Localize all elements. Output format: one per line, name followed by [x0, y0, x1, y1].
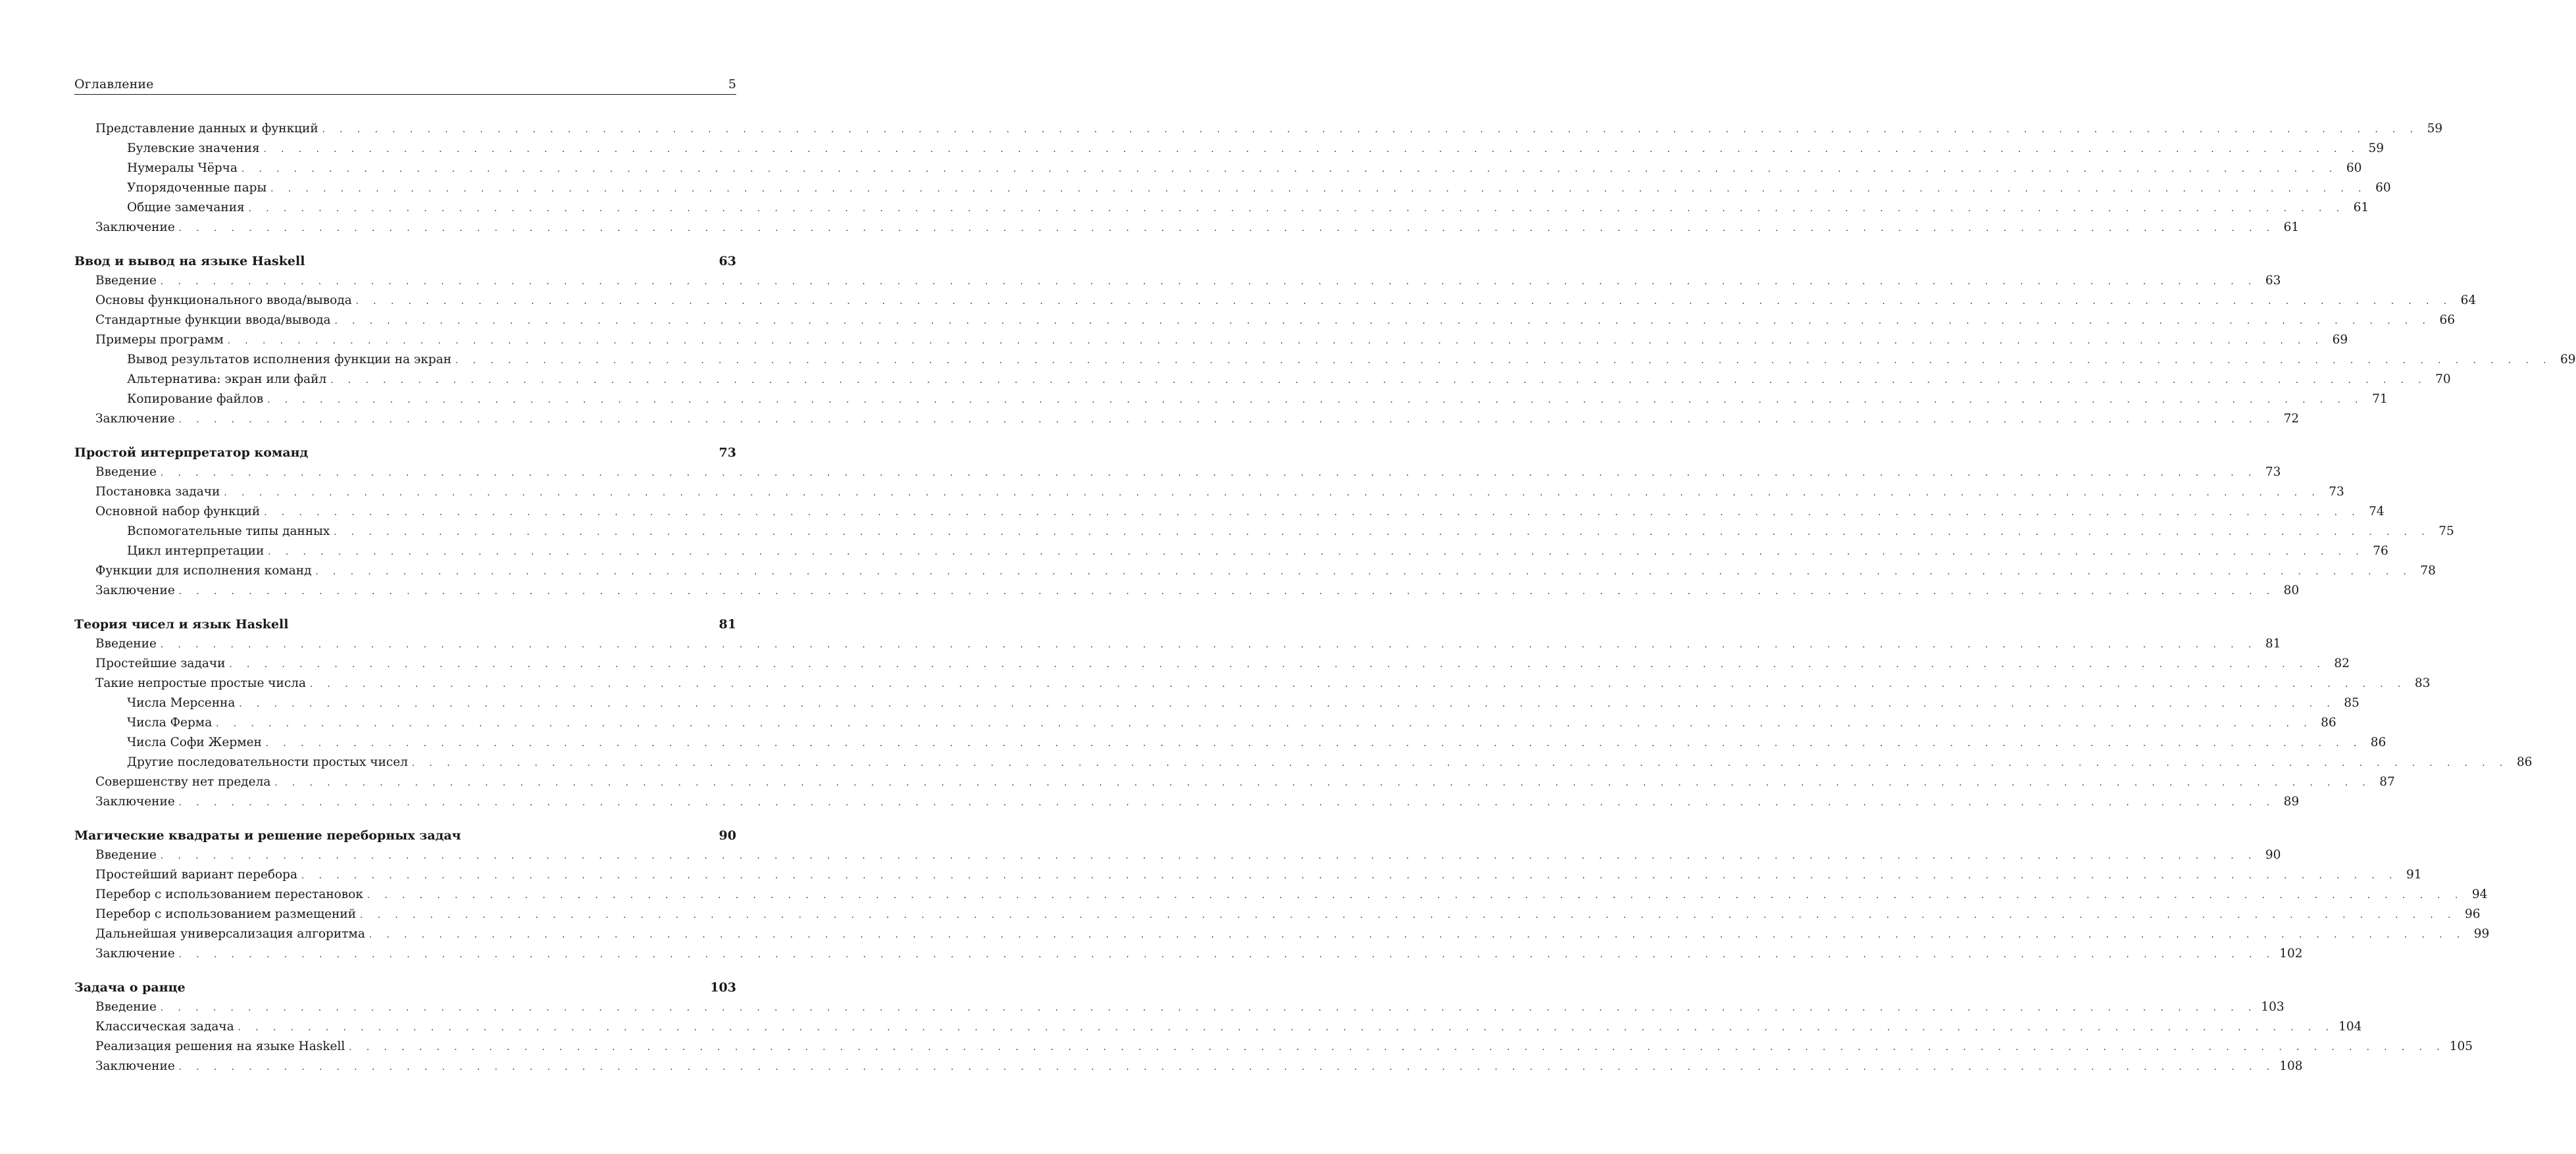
toc-chapter-title: Ввод и вывод на языке Haskell [74, 254, 305, 268]
toc-entry-title: Нумералы Чёрча [127, 161, 238, 175]
toc-entry-title: Введение [95, 637, 157, 651]
toc-entry-page-number: 104 [2338, 1020, 2362, 1034]
toc-entry-page-number: 91 [2406, 868, 2422, 882]
toc-entry-page-number: 80 [2283, 584, 2300, 597]
dot-leader: . . . . . . . . . . . . . . . . . . . . . . . . . . . . . . . . . . . . . . . . . . . . . . . . . . . . . . . . . . . . . . . . . . . . . . . . . . . . . . . . . . . . . . . . . . . . . . . . . . . . . . . . . . . . . . . . . . . . . . . . [178, 224, 2276, 234]
toc-section-entry[interactable] [74, 792, 2300, 812]
toc-entry-page-number: 86 [2370, 736, 2387, 749]
toc-entry-page-number: 72 [2283, 412, 2300, 426]
toc-subsection-entry[interactable] [74, 159, 2362, 178]
toc-entry-title: Постановка задачи [95, 485, 220, 499]
toc-entry-title: Заключение [95, 584, 175, 597]
dot-leader: . . . . . . . . . . . . . . . . . . . . . . . . . . . . . . . . . . . . . . . . . . . . . . . . . . . . . . . . . . . . . . . . . . . . . . . . . . . . . . . . . . . . . . . . . . . . . . . . . . . . . . . . . . . . . . . . . . . . . . . . [267, 395, 2364, 405]
toc-section [74, 978, 2473, 1076]
toc-chapter-entry[interactable] [74, 978, 736, 997]
dot-leader: . . . . . . . . . . . . . . . . . . . . . . . . . . . . . . . . . . . . . . . . . . . . . . . . . . . . . . . . . . . . . . . . . . . . . . . . . . . . . . . . . . . . . . . . . . . . . . . . . . . . . . . . . . . . . . . . . . . . . . . . [265, 739, 2363, 749]
toc-section-entry[interactable] [74, 311, 2455, 330]
toc-entry-title: Общие замечания [127, 201, 245, 214]
dot-leader: . . . . . . . . . . . . . . . . . . . . . . . . . . . . . . . . . . . . . . . . . . . . . . . . . . . . . . . . . . . . . . . . . . . . . . . . . . . . . . . . . . . . . . . . . . . . . . . . . . . . . . . . . . . . . . . . . . . . . . . . [366, 891, 2464, 901]
toc-entry-title: Вспомогательные типы данных [127, 524, 330, 538]
toc-entry-title: Заключение [95, 412, 175, 426]
toc-chapter-title: Магические квадраты и решение переборных задач [74, 828, 461, 843]
dot-leader: . . . . . . . . . . . . . . . . . . . . . . . . . . . . . . . . . . . . . . . . . . . . . . . . . . . . . . . . . . . . . . . . . . . . . . . . . . . . . . . . . . . . . . . . . . . . . . . . . . . . . . . . . . . . . . . . . . . . . . . . [160, 468, 2258, 478]
running-header [74, 74, 736, 95]
toc-section [74, 826, 2490, 964]
toc-entry-page-number: 69 [2560, 353, 2576, 366]
toc-entry-title: Введение [95, 1000, 157, 1014]
toc-entry-page-number: 71 [2372, 392, 2388, 406]
toc-entry-page-number: 83 [2414, 676, 2431, 690]
toc-entry-title: Заключение [95, 947, 175, 961]
dot-leader: . . . . . . . . . . . . . . . . . . . . . . . . . . . . . . . . . . . . . . . . . . . . . . . . . . . . . . . . . . . . . . . . . . . . . . . . . . . . . . . . . . . . . . . . . . . . . . . . . . . . . . . . . . . . . . . . . . . . . . . . [310, 680, 2407, 690]
toc-subsection-entry[interactable] [74, 350, 2576, 370]
toc-section-entry[interactable] [74, 1037, 2473, 1057]
toc-section-entry[interactable] [74, 885, 2488, 905]
toc-chapter-entry[interactable] [74, 826, 736, 845]
dot-leader: . . . . . . . . . . . . . . . . . . . . . . . . . . . . . . . . . . . . . . . . . . . . . . . . . . . . . . . . . . . . . . . . . . . . . . . . . . . . . . . . . . . . . . . . . . . . . . . . . . . . . . . . . . . . . . . . . . . . . . . . [160, 851, 2258, 861]
toc-entry-page-number: 69 [2332, 333, 2348, 347]
dot-leader: . . . . . . . . . . . . . . . . . . . . . . . . . . . . . . . . . . . . . . . . . . . . . . . . . . . . . . . . . . . . . . . . . . . . . . . . . . . . . . . . . . . . . . . . . . . . . . . . . . . . . . . . . . . . . . . . . . . . . . . . [349, 1043, 2446, 1053]
dot-leader: . . . . . . . . . . . . . . . . . . . . . . . . . . . . . . . . . . . . . . . . . . . . . . . . . . . . . . . . . . . . . . . . . . . . . . . . . . . . . . . . . . . . . . . . . . . . . . . . . . . . . . . . . . . . . . . . . . . . . . . . [368, 930, 2466, 940]
toc-chapter-entry[interactable] [74, 615, 736, 634]
toc-entry-title: Копирование файлов [127, 392, 264, 406]
toc-entry-page-number: 73 [2265, 465, 2281, 479]
toc-subsection-entry[interactable] [74, 522, 2454, 541]
toc-subsection-entry[interactable] [74, 733, 2387, 753]
dot-leader: . . . . . . . . . . . . . . . . . . . . . . . . . . . . . . . . . . . . . . . . . . . . . . . . . . . . . . . . . . . . . . . . . . . . . . . . . . . . . . . . . . . . . . . . . . . . . . . . . . . . . . . . . . . . . . . . . . . . . . . . [238, 1023, 2335, 1033]
toc-entry-page-number: 96 [2464, 907, 2481, 921]
toc-entry-title: Числа Мерсенна [127, 696, 236, 710]
toc-section-entry[interactable] [74, 865, 2422, 885]
dot-leader: . . . . . . . . . . . . . . . . . . . . . . . . . . . . . . . . . . . . . . . . . . . . . . . . . . . . . . . . . . . . . . . . . . . . . . . . . . . . . . . . . . . . . . . . . . . . . . . . . . . . . . . . . . . . . . . . . . . . . . . . [334, 316, 2431, 326]
dot-leader: . . . . . . . . . . . . . . . . . . . . . . . . . . . . . . . . . . . . . . . . . . . . . . . . . . . . . . . . . . . . . . . . . . . . . . . . . . . . . . . . . . . . . . . . . . . . . . . . . . . . . . . . . . . . . . . . . . . . . . . . [411, 759, 2509, 768]
toc-entry-page-number: 70 [2435, 372, 2451, 386]
toc-section-entry[interactable] [74, 502, 2385, 522]
toc-section-entry[interactable] [74, 482, 2344, 502]
toc-entry-page-number: 108 [2279, 1059, 2303, 1073]
toc-chapter-entry[interactable] [74, 443, 736, 463]
toc-entry-page-number: 86 [2321, 716, 2336, 730]
toc-entry-title: Заключение [95, 795, 175, 809]
dot-leader: . . . . . . . . . . . . . . . . . . . . . . . . . . . . . . . . . . . . . . . . . . . . . . . . . . . . . . . . . . . . . . . . . . . . . . . . . . . . . . . . . . . . . . . . . . . . . . . . . . . . . . . . . . . . . . . . . . . . . . . . [248, 204, 2346, 214]
toc-entry-title: Булевские значения [127, 141, 260, 155]
toc-section-entry[interactable] [74, 119, 2443, 139]
dot-leader: . . . . . . . . . . . . . . . . . . . . . . . . . . . . . . . . . . . . . . . . . . . . . . . . . . . . . . . . . . . . . . . . . . . . . . . . . . . . . . . . . . . . . . . . . . . . . . . . . . . . . . . . . . . . . . . . . . . . . . . . [178, 950, 2276, 960]
running-header-page-number: 5 [728, 77, 736, 91]
toc-section-entry[interactable] [74, 218, 2300, 238]
toc-entry-page-number: 59 [2368, 141, 2385, 155]
toc-entry-page-number: 60 [2346, 161, 2362, 175]
toc-entry-title: Простейшие задачи [95, 657, 226, 670]
toc-section-entry[interactable] [74, 905, 2481, 924]
toc-entry-page-number: 66 [2439, 313, 2455, 327]
toc-entry-title: Реализация решения на языке Haskell [95, 1040, 345, 1053]
toc-subsection-entry[interactable] [74, 178, 2391, 198]
dot-leader: . . . . . . . . . . . . . . . . . . . . . . . . . . . . . . . . . . . . . . . . . . . . . . . . . . . . . . . . . . . . . . . . . . . . . . . . . . . . . . . . . . . . . . . . . . . . . . . . . . . . . . . . . . . . . . . . . . . . . . . . [455, 356, 2552, 366]
toc-entry-title: Перебор с использованием перестановок [95, 888, 363, 901]
toc-chapter-title: Простой интерпретатор команд [74, 445, 309, 460]
dot-leader: . . . . . . . . . . . . . . . . . . . . . . . . . . . . . . . . . . . . . . . . . . . . . . . . . . . . . . . . . . . . . . . . . . . . . . . . . . . . . . . . . . . . . . . . . . . . . . . . . . . . . . . . . . . . . . . . . . . . . . . . [160, 1003, 2258, 1013]
toc-entry-page-number: 61 [2353, 201, 2369, 214]
toc-entry-page-number: 102 [2279, 947, 2303, 961]
toc-chapter-page-number: 103 [710, 980, 736, 995]
toc-section-entry[interactable] [74, 674, 2431, 693]
dot-leader: . . . . . . . . . . . . . . . . . . . . . . . . . . . . . . . . . . . . . . . . . . . . . . . . . . . . . . . . . . . . . . . . . . . . . . . . . . . . . . . . . . . . . . . . . . . . . . . . . . . . . . . . . . . . . . . . . . . . . . . . [330, 376, 2427, 386]
toc-subsection-entry[interactable] [74, 198, 2369, 218]
toc-section-entry[interactable] [74, 463, 2281, 482]
dot-leader: . . . . . . . . . . . . . . . . . . . . . . . . . . . . . . . . . . . . . . . . . . . . . . . . . . . . . . . . . . . . . . . . . . . . . . . . . . . . . . . . . . . . . . . . . . . . . . . . . . . . . . . . . . . . . . . . . . . . . . . . [263, 145, 2361, 155]
dot-leader: . . . . . . . . . . . . . . . . . . . . . . . . . . . . . . . . . . . . . . . . . . . . . . . . . . . . . . . . . . . . . . . . . . . . . . . . . . . . . . . . . . . . . . . . . . . . . . . . . . . . . . . . . . . . . . . . . . . . . . . . [334, 528, 2431, 538]
toc-entry-page-number: 99 [2473, 927, 2490, 941]
document-page [74, 0, 2576, 1154]
toc-entry-title: Перебор с использованием размещений [95, 907, 357, 921]
toc-entry-title: Введение [95, 848, 157, 862]
toc-section-entry[interactable] [74, 561, 2436, 581]
toc-entry-page-number: 76 [2373, 544, 2388, 558]
toc-entry-title: Числа Ферма [127, 716, 213, 730]
toc-section [74, 443, 2454, 601]
toc-entry-page-number: 86 [2516, 755, 2533, 769]
toc-entry-title: Введение [95, 465, 157, 479]
toc-entry-page-number: 64 [2460, 293, 2477, 307]
toc-section-entry[interactable] [74, 944, 2303, 964]
toc-section-entry[interactable] [74, 581, 2300, 601]
dot-leader: . . . . . . . . . . . . . . . . . . . . . . . . . . . . . . . . . . . . . . . . . . . . . . . . . . . . . . . . . . . . . . . . . . . . . . . . . . . . . . . . . . . . . . . . . . . . . . . . . . . . . . . . . . . . . . . . . . . . . . . . [178, 798, 2276, 808]
dot-leader: . . . . . . . . . . . . . . . . . . . . . . . . . . . . . . . . . . . . . . . . . . . . . . . . . . . . . . . . . . . . . . . . . . . . . . . . . . . . . . . . . . . . . . . . . . . . . . . . . . . . . . . . . . . . . . . . . . . . . . . . [178, 1063, 2276, 1072]
dot-leader: . . . . . . . . . . . . . . . . . . . . . . . . . . . . . . . . . . . . . . . . . . . . . . . . . . . . . . . . . . . . . . . . . . . . . . . . . . . . . . . . . . . . . . . . . . . . . . . . . . . . . . . . . . . . . . . . . . . . . . . . [239, 699, 2336, 709]
toc-entry-page-number: 73 [2329, 485, 2344, 499]
toc-entry-title: Основы функционального ввода/вывода [95, 293, 352, 307]
toc-entry-title: Стандартные функции ввода/вывода [95, 313, 331, 327]
toc-subsection-entry[interactable] [74, 753, 2533, 772]
toc-entry-title: Основной набор функций [95, 505, 261, 518]
toc-section-entry[interactable] [74, 772, 2395, 792]
dot-leader: . . . . . . . . . . . . . . . . . . . . . . . . . . . . . . . . . . . . . . . . . . . . . . . . . . . . . . . . . . . . . . . . . . . . . . . . . . . . . . . . . . . . . . . . . . . . . . . . . . . . . . . . . . . . . . . . . . . . . . . . [264, 508, 2361, 518]
toc-section-entry[interactable] [74, 1017, 2362, 1037]
toc-entry-page-number: 89 [2283, 795, 2300, 809]
toc-entry-page-number: 74 [2369, 505, 2385, 518]
toc-chapter-title: Задача о ранце [74, 980, 186, 995]
toc-entry-title: Примеры программ [95, 333, 224, 347]
dot-leader: . . . . . . . . . . . . . . . . . . . . . . . . . . . . . . . . . . . . . . . . . . . . . . . . . . . . . . . . . . . . . . . . . . . . . . . . . . . . . . . . . . . . . . . . . . . . . . . . . . . . . . . . . . . . . . . . . . . . . . . . [229, 660, 2326, 670]
dot-leader: . . . . . . . . . . . . . . . . . . . . . . . . . . . . . . . . . . . . . . . . . . . . . . . . . . . . . . . . . . . . . . . . . . . . . . . . . . . . . . . . . . . . . . . . . . . . . . . . . . . . . . . . . . . . . . . . . . . . . . . . [178, 587, 2276, 597]
toc-subsection-entry[interactable] [74, 389, 2388, 409]
toc-section-entry[interactable] [74, 654, 2350, 674]
toc-entry-title: Введение [95, 274, 157, 288]
toc-entry-page-number: 59 [2427, 122, 2443, 136]
toc-entry-title: Классическая задача [95, 1020, 234, 1034]
toc-subsection-entry[interactable] [74, 370, 2451, 389]
toc-entry-title: Цикл интерпретации [127, 544, 265, 558]
toc-chapter-title: Теория чисел и язык Haskell [74, 617, 289, 632]
dot-leader: . . . . . . . . . . . . . . . . . . . . . . . . . . . . . . . . . . . . . . . . . . . . . . . . . . . . . . . . . . . . . . . . . . . . . . . . . . . . . . . . . . . . . . . . . . . . . . . . . . . . . . . . . . . . . . . . . . . . . . . . [241, 164, 2338, 174]
dot-leader: . . . . . . . . . . . . . . . . . . . . . . . . . . . . . . . . . . . . . . . . . . . . . . . . . . . . . . . . . . . . . . . . . . . . . . . . . . . . . . . . . . . . . . . . . . . . . . . . . . . . . . . . . . . . . . . . . . . . . . . . [227, 336, 2325, 346]
toc-entry-title: Числа Софи Жермен [127, 736, 262, 749]
toc-section-entry[interactable] [74, 1057, 2303, 1076]
toc-section-entry[interactable] [74, 330, 2348, 350]
dot-leader: . . . . . . . . . . . . . . . . . . . . . . . . . . . . . . . . . . . . . . . . . . . . . . . . . . . . . . . . . . . . . . . . . . . . . . . . . . . . . . . . . . . . . . . . . . . . . . . . . . . . . . . . . . . . . . . . . . . . . . . . [224, 488, 2321, 498]
toc-section [74, 119, 2443, 238]
toc-subsection-entry[interactable] [74, 693, 2360, 713]
toc-entry-title: Альтернатива: экран или файл [127, 372, 327, 386]
toc-section-entry[interactable] [74, 845, 2281, 865]
toc-chapter-page-number: 73 [719, 445, 736, 460]
toc-section [74, 615, 2533, 812]
toc-entry-page-number: 105 [2449, 1040, 2473, 1053]
dot-leader: . . . . . . . . . . . . . . . . . . . . . . . . . . . . . . . . . . . . . . . . . . . . . . . . . . . . . . . . . . . . . . . . . . . . . . . . . . . . . . . . . . . . . . . . . . . . . . . . . . . . . . . . . . . . . . . . . . . . . . . . [355, 297, 2453, 307]
toc-entry-title: Совершенству нет предела [95, 775, 271, 789]
toc-section-entry[interactable] [74, 634, 2281, 654]
toc-entry-title: Заключение [95, 1059, 175, 1073]
toc-entry-page-number: 87 [2379, 775, 2395, 789]
toc-section-entry[interactable] [74, 291, 2477, 311]
toc-section [74, 251, 2576, 429]
toc-entry-title: Такие непростые простые числа [95, 676, 306, 690]
toc-entry-title: Дальнейшая универсализация алгоритма [95, 927, 365, 941]
toc-chapter-entry[interactable] [74, 251, 736, 271]
toc-entry-page-number: 60 [2375, 181, 2391, 195]
toc-entry-title: Упорядоченные пары [127, 181, 267, 195]
table-of-contents [74, 119, 2576, 1076]
toc-entry-page-number: 78 [2420, 564, 2436, 578]
toc-subsection-entry[interactable] [74, 713, 2336, 733]
toc-section-entry[interactable] [74, 997, 2285, 1017]
toc-entry-title: Представление данных и функций [95, 122, 318, 136]
toc-entry-page-number: 75 [2438, 524, 2454, 538]
toc-subsection-entry[interactable] [74, 541, 2388, 561]
toc-section-entry[interactable] [74, 271, 2281, 291]
dot-leader: . . . . . . . . . . . . . . . . . . . . . . . . . . . . . . . . . . . . . . . . . . . . . . . . . . . . . . . . . . . . . . . . . . . . . . . . . . . . . . . . . . . . . . . . . . . . . . . . . . . . . . . . . . . . . . . . . . . . . . . . [268, 547, 2365, 557]
toc-entry-title: Другие последовательности простых чисел [127, 755, 408, 769]
toc-entry-page-number: 61 [2283, 220, 2300, 234]
toc-entry-page-number: 63 [2265, 274, 2281, 288]
dot-leader: . . . . . . . . . . . . . . . . . . . . . . . . . . . . . . . . . . . . . . . . . . . . . . . . . . . . . . . . . . . . . . . . . . . . . . . . . . . . . . . . . . . . . . . . . . . . . . . . . . . . . . . . . . . . . . . . . . . . . . . . [360, 911, 2457, 920]
toc-section-entry[interactable] [74, 924, 2490, 944]
dot-leader: . . . . . . . . . . . . . . . . . . . . . . . . . . . . . . . . . . . . . . . . . . . . . . . . . . . . . . . . . . . . . . . . . . . . . . . . . . . . . . . . . . . . . . . . . . . . . . . . . . . . . . . . . . . . . . . . . . . . . . . . [315, 567, 2412, 577]
toc-chapter-page-number: 81 [719, 617, 736, 632]
dot-leader: . . . . . . . . . . . . . . . . . . . . . . . . . . . . . . . . . . . . . . . . . . . . . . . . . . . . . . . . . . . . . . . . . . . . . . . . . . . . . . . . . . . . . . . . . . . . . . . . . . . . . . . . . . . . . . . . . . . . . . . . [160, 640, 2258, 650]
toc-entry-page-number: 103 [2261, 1000, 2285, 1014]
dot-leader: . . . . . . . . . . . . . . . . . . . . . . . . . . . . . . . . . . . . . . . . . . . . . . . . . . . . . . . . . . . . . . . . . . . . . . . . . . . . . . . . . . . . . . . . . . . . . . . . . . . . . . . . . . . . . . . . . . . . . . . . [160, 277, 2258, 287]
dot-leader: . . . . . . . . . . . . . . . . . . . . . . . . . . . . . . . . . . . . . . . . . . . . . . . . . . . . . . . . . . . . . . . . . . . . . . . . . . . . . . . . . . . . . . . . . . . . . . . . . . . . . . . . . . . . . . . . . . . . . . . . [216, 719, 2313, 729]
toc-entry-title: Функции для исполнения команд [95, 564, 312, 578]
dot-leader: . . . . . . . . . . . . . . . . . . . . . . . . . . . . . . . . . . . . . . . . . . . . . . . . . . . . . . . . . . . . . . . . . . . . . . . . . . . . . . . . . . . . . . . . . . . . . . . . . . . . . . . . . . . . . . . . . . . . . . . . [322, 125, 2419, 135]
toc-subsection-entry[interactable] [74, 139, 2385, 159]
toc-entry-page-number: 82 [2334, 657, 2350, 670]
toc-entry-title: Простейший вариант перебора [95, 868, 298, 882]
running-header-title: Оглавление [74, 77, 154, 91]
dot-leader: . . . . . . . . . . . . . . . . . . . . . . . . . . . . . . . . . . . . . . . . . . . . . . . . . . . . . . . . . . . . . . . . . . . . . . . . . . . . . . . . . . . . . . . . . . . . . . . . . . . . . . . . . . . . . . . . . . . . . . . . [301, 871, 2398, 881]
toc-chapter-page-number: 63 [719, 254, 736, 268]
toc-entry-page-number: 85 [2344, 696, 2360, 710]
toc-chapter-page-number: 90 [719, 828, 736, 843]
dot-leader: . . . . . . . . . . . . . . . . . . . . . . . . . . . . . . . . . . . . . . . . . . . . . . . . . . . . . . . . . . . . . . . . . . . . . . . . . . . . . . . . . . . . . . . . . . . . . . . . . . . . . . . . . . . . . . . . . . . . . . . . [270, 184, 2367, 194]
toc-entry-title: Вывод результатов исполнения функции на экран [127, 353, 452, 366]
dot-leader: . . . . . . . . . . . . . . . . . . . . . . . . . . . . . . . . . . . . . . . . . . . . . . . . . . . . . . . . . . . . . . . . . . . . . . . . . . . . . . . . . . . . . . . . . . . . . . . . . . . . . . . . . . . . . . . . . . . . . . . . [274, 778, 2371, 788]
toc-entry-page-number: 81 [2265, 637, 2281, 651]
toc-entry-page-number: 90 [2265, 848, 2281, 862]
toc-entry-title: Заключение [95, 220, 175, 234]
toc-section-entry[interactable] [74, 409, 2300, 429]
toc-entry-page-number: 94 [2471, 888, 2488, 901]
dot-leader: . . . . . . . . . . . . . . . . . . . . . . . . . . . . . . . . . . . . . . . . . . . . . . . . . . . . . . . . . . . . . . . . . . . . . . . . . . . . . . . . . . . . . . . . . . . . . . . . . . . . . . . . . . . . . . . . . . . . . . . . [178, 415, 2276, 425]
